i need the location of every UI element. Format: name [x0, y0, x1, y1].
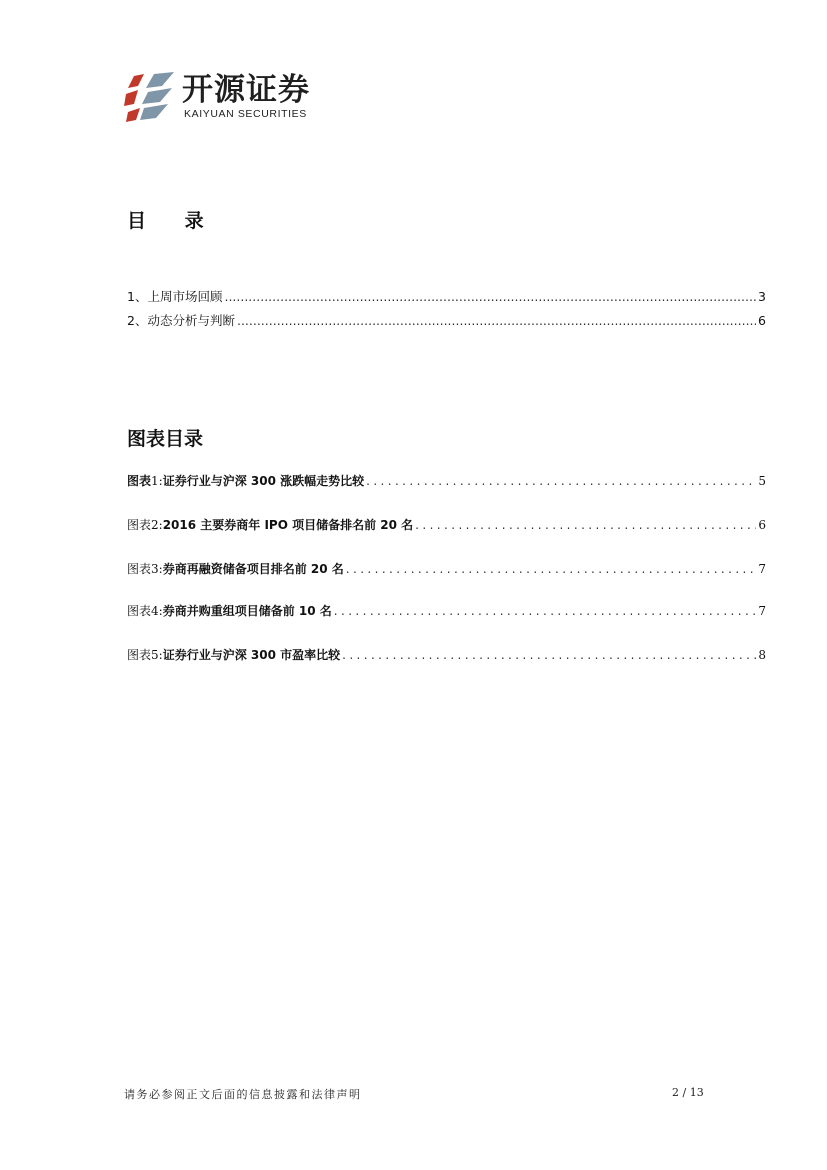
- toc-entry-page: 3: [758, 289, 766, 304]
- company-logo: [124, 70, 324, 124]
- figure-entry-number: 1:: [151, 474, 163, 488]
- dot-leader: [334, 604, 757, 618]
- figure-entry-number: 4:: [151, 604, 163, 618]
- toc-heading: 目 录: [127, 210, 220, 232]
- figure-entry-prefix: 图表: [127, 604, 152, 618]
- figure-entry-number: 2:: [151, 518, 163, 532]
- dot-leader: [237, 313, 756, 328]
- figure-entry-caption: 券商并购重组项目储备前 10 名: [162, 604, 332, 618]
- figure-entry[interactable]: [127, 560, 766, 578]
- logo-name-en: KAIYUAN SECURITIES: [184, 108, 307, 120]
- dot-leader: [366, 474, 756, 488]
- toc-entry-page: 6: [758, 313, 766, 328]
- figure-entry-number: 5:: [151, 648, 163, 662]
- dot-leader: [342, 648, 756, 662]
- toc-entry-label: 2、动态分析与判断: [127, 313, 235, 328]
- figure-entry[interactable]: [127, 646, 766, 664]
- figure-entry-caption: 证券行业与沪深 300 市盈率比较: [162, 648, 341, 662]
- figure-entry[interactable]: [127, 472, 766, 490]
- logo-name-cn: 开源证券: [182, 72, 310, 108]
- figure-entry-prefix: 图表: [127, 562, 152, 576]
- figure-entry-number: 3:: [151, 562, 163, 576]
- figure-entry-page: 7: [758, 562, 766, 576]
- kaiyuan-logo-mark-icon: [124, 72, 180, 124]
- figure-entry-page: 6: [758, 518, 766, 532]
- toc-entry-label: 1、上周市场回顾: [127, 289, 223, 304]
- figure-entry-page: 7: [758, 604, 766, 618]
- dot-leader: [415, 518, 756, 532]
- figure-list-heading: 图表目录: [127, 428, 204, 450]
- toc-entry[interactable]: [127, 287, 766, 305]
- figure-entry[interactable]: [127, 602, 766, 620]
- figure-entry-prefix: 图表: [127, 648, 152, 662]
- figure-entry-prefix: 图表: [127, 474, 152, 488]
- dot-leader: [346, 562, 757, 576]
- toc-entry[interactable]: [127, 311, 766, 329]
- figure-entry-caption: 2016 主要券商年 IPO 项目储备排名前 20 名: [162, 518, 414, 532]
- figure-entry-prefix: 图表: [127, 518, 152, 532]
- footer-disclaimer: 请务必参阅正文后面的信息披露和法律声明: [124, 1088, 362, 1101]
- figure-entry-page: 5: [758, 474, 766, 488]
- figure-entry-caption: 券商再融资储备项目排名前 20 名: [162, 562, 344, 576]
- figure-entry-caption: 证券行业与沪深 300 涨跌幅走势比较: [162, 474, 365, 488]
- footer-page-number: 2 / 13: [672, 1086, 704, 1099]
- figure-entry[interactable]: [127, 516, 766, 534]
- dot-leader: [224, 289, 756, 304]
- figure-entry-page: 8: [758, 648, 766, 662]
